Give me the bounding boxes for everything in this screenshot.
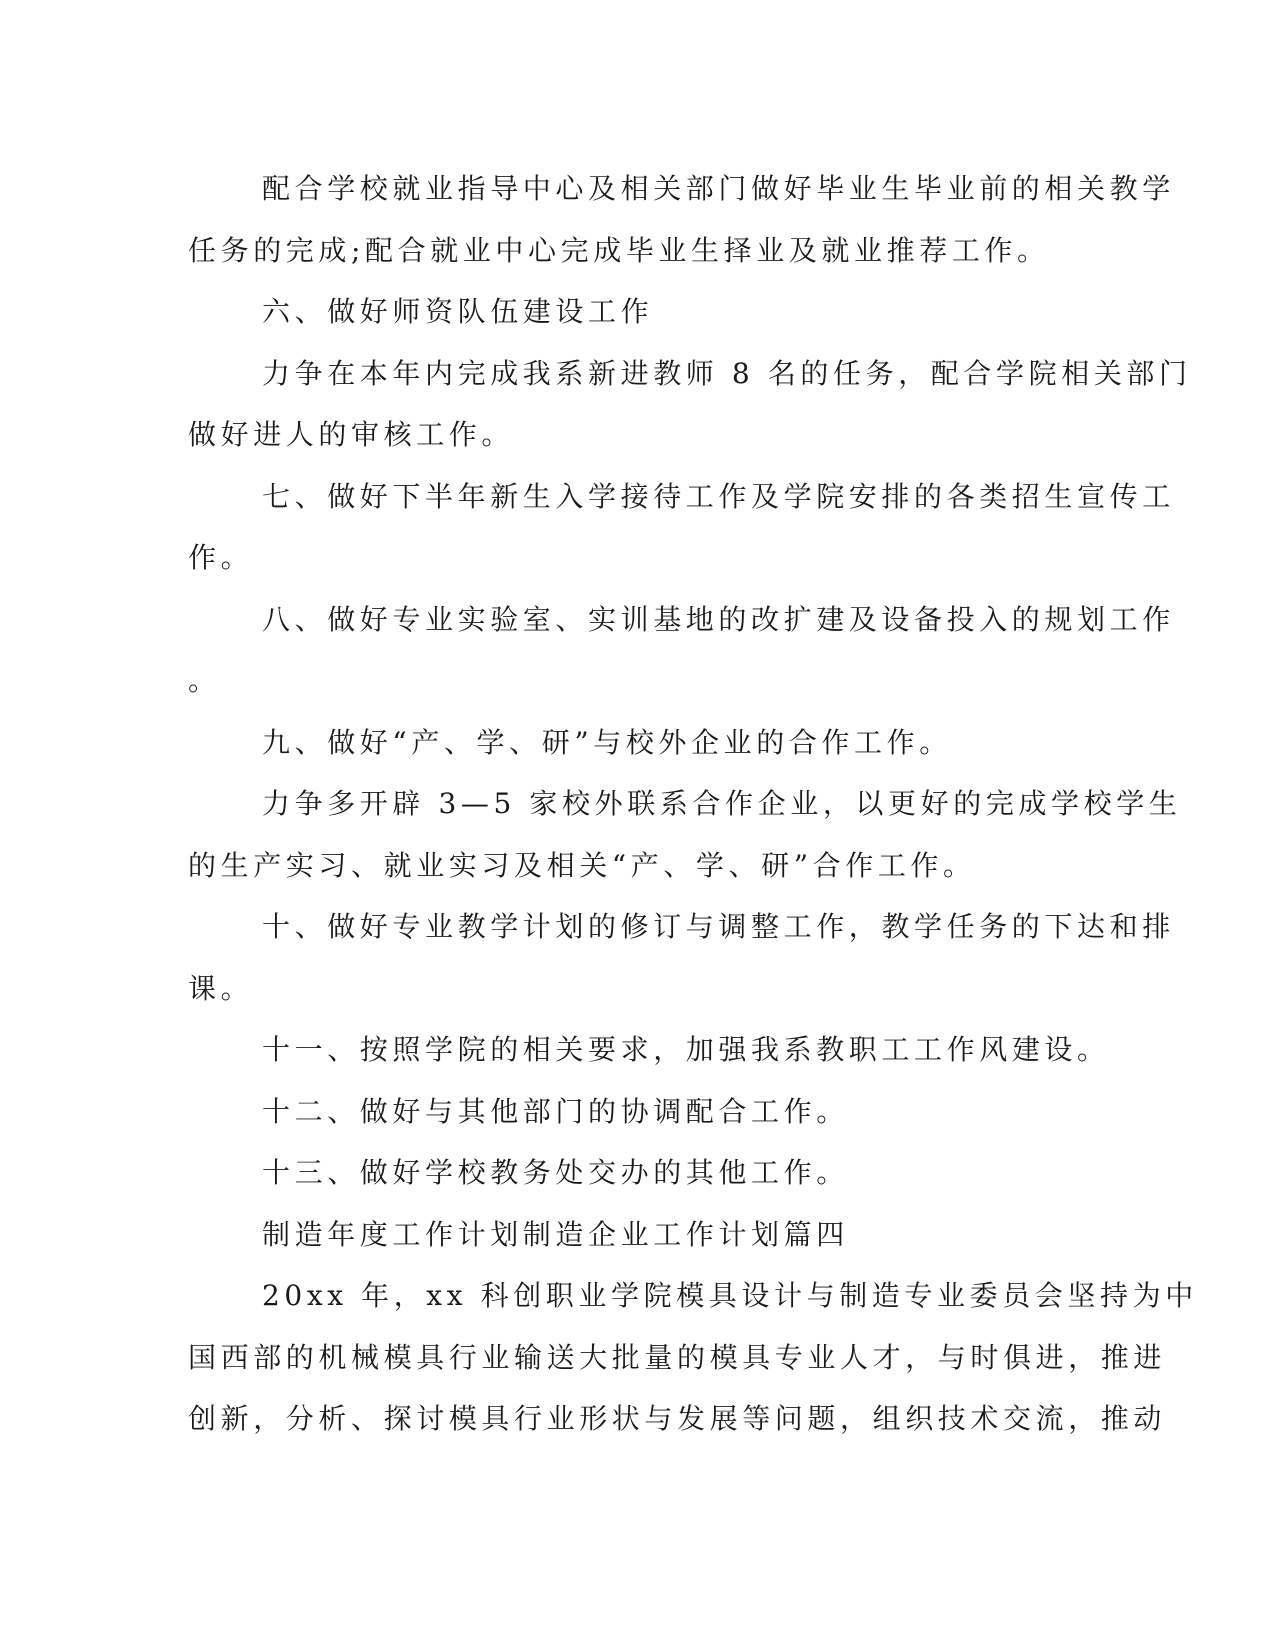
text-line: 作。	[188, 541, 254, 574]
text-line: 。	[188, 664, 221, 697]
text-line: 配合学校就业指导中心及相关部门做好毕业生毕业前的相关教学	[262, 172, 1175, 205]
section-heading: 六、做好师资队伍建设工作	[262, 295, 654, 328]
section-heading: 十、做好专业教学计划的修订与调整工作，教学任务的下达和排	[262, 910, 1175, 943]
text-line: 20xx 年，xx 科创职业学院模具设计与制造专业委员会坚持为中	[262, 1279, 1198, 1312]
section-heading: 九、做好“产、学、研”与校外企业的合作工作。	[262, 725, 952, 759]
text-line: 任务的完成;配合就业中心完成毕业生择业及就业推荐工作。	[188, 233, 1050, 267]
section-heading: 八、做好专业实验室、实训基地的改扩建及设备投入的规划工作	[262, 602, 1175, 636]
text-line: 的生产实习、就业实习及相关“产、学、研”合作工作。	[188, 848, 976, 882]
text-line: 力争在本年内完成我系新进教师 8 名的任务，配合学院相关部门	[262, 356, 1192, 390]
text-line: 做好进人的审核工作。	[188, 418, 515, 451]
text-line: 创新，分析、探讨模具行业形状与发展等问题，组织技术交流，推动	[188, 1402, 1167, 1435]
document-body	[188, 158, 1198, 1450]
section-heading: 十一、按照学院的相关要求，加强我系教职工工作风建设。	[262, 1033, 1110, 1066]
section-heading: 十三、做好学校教务处交办的其他工作。	[262, 1156, 849, 1189]
text-line: 力争多开辟 3—5 家校外联系合作企业，以更好的完成学校学生	[262, 787, 1182, 820]
text-line: 国西部的机械模具行业输送大批量的模具专业人才，与时俱进，推进	[188, 1340, 1167, 1374]
article-title: 制造年度工作计划制造企业工作计划篇四	[262, 1217, 849, 1251]
text-line: 课。	[188, 971, 254, 1005]
section-heading: 七、做好下半年新生入学接待工作及学院安排的各类招生宣传工	[262, 479, 1175, 513]
section-heading: 十二、做好与其他部门的协调配合工作。	[262, 1094, 849, 1128]
